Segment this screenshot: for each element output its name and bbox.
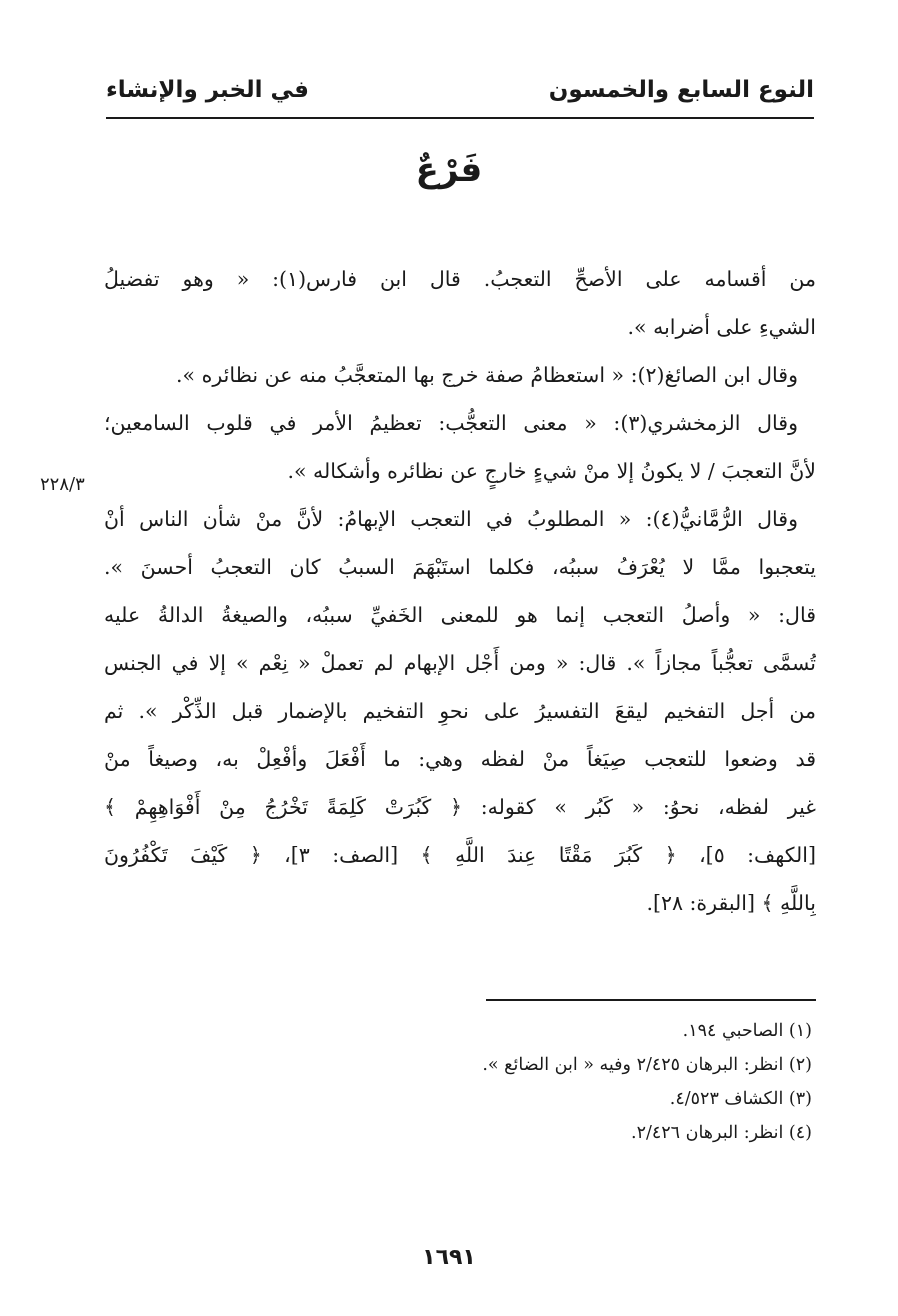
- footnote: (٢) انظر: البرهان ٢/٤٢٥ وفيه « ابن الضائع ».: [482, 1055, 812, 1075]
- body-line: قد وضعوا للتعجب صِيَغاً منْ لفظه وهي: ما أَفْعَلَ وأفْعِلْ به، وصيغاً منْ: [104, 747, 816, 771]
- body-line: بِاللَّهِ ﴾ [البقرة: ٢٨].: [646, 891, 816, 915]
- body-text: [104, 255, 816, 927]
- body-line: تُسمَّى تعجُّباً مجازاً ». قال: « ومن أَجْل الإبهام لم تعملْ « نِعْم » إلا في الجنس: [104, 651, 816, 675]
- footnote: (٤) انظر: البرهان ٢/٤٢٦.: [630, 1123, 812, 1143]
- body-line: وقال الرُّمَّانيُّ(٤): « المطلوبُ في التعجب الإبهامُ: لأنَّ منْ شأن الناس أنْ: [104, 507, 798, 531]
- body-line: قال: « وأصلُ التعجب إنما هو للمعنى الخَفيِّ سببُه، والصيغةُ الدالةُ عليه: [104, 603, 816, 627]
- body-line: غير لفظه، نحوُ: « كَبُر » كقوله: ﴿ كَبُرَتْ كَلِمَةً تَخْرُجُ مِنْ أَفْوَاهِهِمْ ﴾: [104, 795, 816, 819]
- body-line: من أجل التفخيم ليقعَ التفسيرُ على نحوِ التفخيم بالإضمار قبل الذِّكْر ». ثم: [104, 699, 816, 723]
- footnotes: [132, 1014, 812, 1150]
- page-number: ١٦٩١: [422, 1245, 476, 1270]
- body-line: لأنَّ التعجبَ / لا يكونُ إلا منْ شيءٍ خارجٍ عن نظائره وأشكاله ».: [287, 459, 816, 483]
- footnote-rule: [486, 999, 816, 1001]
- footnote: (٣) الكشاف ٤/٥٢٣.: [669, 1089, 812, 1109]
- body-line: وقال ابن الصائغ(٢): « استعظامُ صفة خرج بها المتعجَّبُ منه عن نظائره ».: [176, 363, 798, 387]
- footnote: (١) الصاحبي ١٩٤.: [682, 1021, 812, 1041]
- running-header-left: في الخبر والإنشاء: [106, 77, 309, 103]
- header-rule: [106, 117, 814, 119]
- section-heading: فَرْعٌ: [415, 150, 483, 190]
- body-line: من أقسامه على الأصحِّ التعجبُ. قال ابن فارس(١): « وهو تفضيلُ: [104, 267, 816, 291]
- body-line: وقال الزمخشري(٣): « معنى التعجُّب: تعظيمُ الأمر في قلوب السامعين؛: [104, 411, 798, 435]
- body-line: يتعجبوا ممَّا لا يُعْرَفُ سببُه، فكلما استَبْهَمَ السببُ كان التعجبُ أحسنَ ».: [104, 555, 816, 579]
- margin-reference: ٢٢٨/٣: [40, 474, 85, 495]
- body-line: [الكهف: ٥]، ﴿ كَبُرَ مَقْتًا عِندَ اللَّهِ ﴾ [الصف: ٣]، ﴿ كَيْفَ تَكْفُرُونَ: [104, 843, 816, 867]
- body-line: الشيءِ على أضرابه ».: [627, 315, 816, 339]
- running-header-right: النوع السابع والخمسون: [548, 77, 814, 103]
